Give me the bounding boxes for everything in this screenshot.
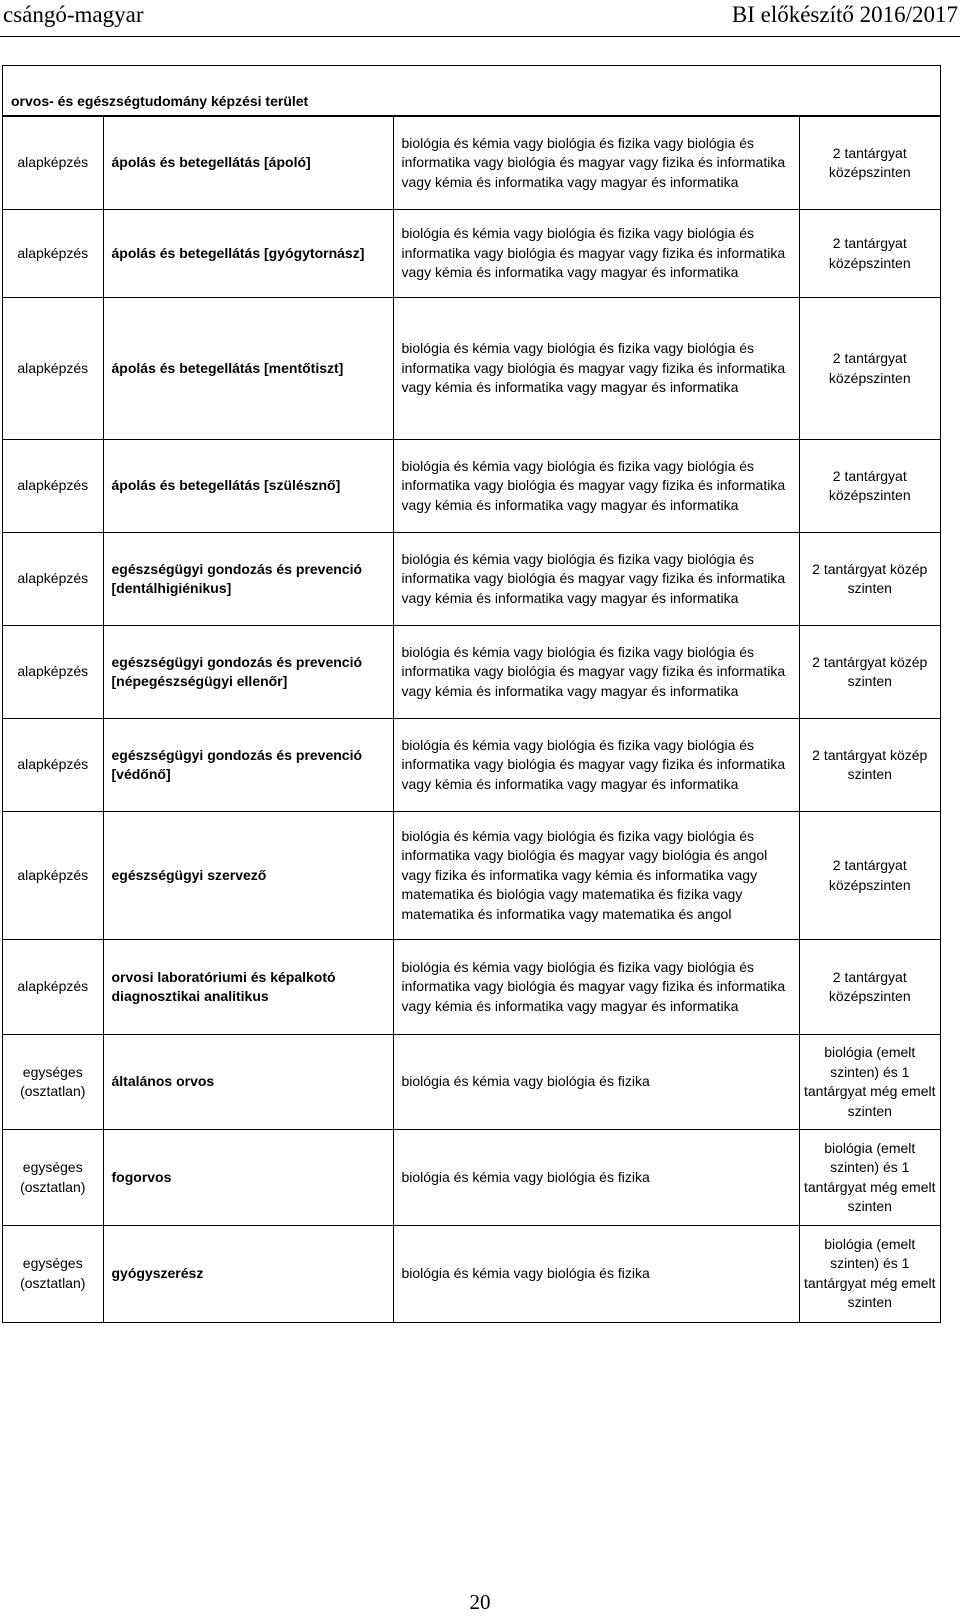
table-row <box>3 533 940 626</box>
exam-level: 2 tantárgyat közép szinten <box>799 626 940 719</box>
exam-level: 2 tantárgyat középszinten <box>799 440 940 533</box>
training-type: alapképzés <box>3 117 103 210</box>
exam-level: 2 tantárgyat középszinten <box>799 210 940 298</box>
program-name: egészségügyi szervező <box>103 812 393 940</box>
exam-level: 2 tantárgyat középszinten <box>799 940 940 1035</box>
required-subjects: biológia és kémia vagy biológia és fizika vagy biológia és informatika vagy biológia és magyar vagy fizika és informatika vagy kémia és informatika vagy magyar és informatika <box>393 940 799 1035</box>
program-name: egészségügyi gondozás és prevenció [védőnő] <box>103 719 393 812</box>
required-subjects: biológia és kémia vagy biológia és fizika vagy biológia és informatika vagy biológia és magyar vagy fizika és informatika vagy kémia és informatika vagy magyar és informatika <box>393 440 799 533</box>
exam-level: biológia (emelt szinten) és 1 tantárgyat még emelt szinten <box>799 1130 940 1226</box>
admission-table <box>2 65 941 1323</box>
exam-level: 2 tantárgyat közép szinten <box>799 533 940 626</box>
exam-level: 2 tantárgyat középszinten <box>799 812 940 940</box>
required-subjects: biológia és kémia vagy biológia és fizika vagy biológia és informatika vagy biológia és magyar vagy fizika és informatika vagy kémia és informatika vagy magyar és informatika <box>393 533 799 626</box>
training-type: egységes (osztatlan) <box>3 1226 103 1322</box>
table-row <box>3 298 940 440</box>
table-row <box>3 1226 940 1322</box>
program-name: ápolás és betegellátás [szülésznő] <box>103 440 393 533</box>
required-subjects: biológia és kémia vagy biológia és fizika <box>393 1130 799 1226</box>
table-row <box>3 940 940 1035</box>
required-subjects: biológia és kémia vagy biológia és fizika vagy biológia és informatika vagy biológia és magyar vagy fizika és informatika vagy kémia és informatika vagy magyar és informatika <box>393 626 799 719</box>
exam-level: biológia (emelt szinten) és 1 tantárgyat még emelt szinten <box>799 1035 940 1130</box>
program-name: orvosi laboratóriumi és képalkotó diagnosztikai analitikus <box>103 940 393 1035</box>
table-row <box>3 1130 940 1226</box>
training-type: alapképzés <box>3 719 103 812</box>
training-type: alapképzés <box>3 440 103 533</box>
table-row <box>3 117 940 210</box>
required-subjects: biológia és kémia vagy biológia és fizika <box>393 1226 799 1322</box>
required-subjects: biológia és kémia vagy biológia és fizika vagy biológia és informatika vagy biológia és magyar vagy fizika és informatika vagy kémia és informatika vagy magyar és informatika <box>393 117 799 210</box>
training-type: alapképzés <box>3 626 103 719</box>
header-left-text: csángó-magyar <box>3 2 144 27</box>
header-right-text: BI előkészítő 2016/2017 <box>731 2 958 27</box>
program-name: egészségügyi gondozás és prevenció [dentálhigiénikus] <box>103 533 393 626</box>
exam-level: biológia (emelt szinten) és 1 tantárgyat még emelt szinten <box>799 1226 940 1322</box>
required-subjects: biológia és kémia vagy biológia és fizika vagy biológia és informatika vagy biológia és magyar vagy fizika és informatika vagy kémia és informatika vagy magyar és informatika <box>393 210 799 298</box>
exam-level: 2 tantárgyat középszinten <box>799 298 940 440</box>
program-name: ápolás és betegellátás [mentőtiszt] <box>103 298 393 440</box>
required-subjects: biológia és kémia vagy biológia és fizika vagy biológia és informatika vagy biológia és magyar vagy fizika és informatika vagy kémia és informatika vagy magyar és informatika <box>393 298 799 440</box>
required-subjects: biológia és kémia vagy biológia és fizika vagy biológia és informatika vagy biológia és magyar vagy biológia és angol vagy fizika és informatika vagy kémia és informatika vagy matematika és biológia vagy matematika és fizika vagy matematika és informatika vagy matematika és angol <box>393 812 799 940</box>
program-name: egészségügyi gondozás és prevenció [népegészségügyi ellenőr] <box>103 626 393 719</box>
program-name: fogorvos <box>103 1130 393 1226</box>
table-row <box>3 719 940 812</box>
required-subjects: biológia és kémia vagy biológia és fizika <box>393 1035 799 1130</box>
program-name: gyógyszerész <box>103 1226 393 1322</box>
table-row <box>3 1035 940 1130</box>
training-type: egységes (osztatlan) <box>3 1130 103 1226</box>
training-type: alapképzés <box>3 812 103 940</box>
exam-level: 2 tantárgyat középszinten <box>799 117 940 210</box>
table-row <box>3 812 940 940</box>
table-row <box>3 440 940 533</box>
header-rule <box>0 36 960 37</box>
program-name: ápolás és betegellátás [ápoló] <box>103 117 393 210</box>
program-name: ápolás és betegellátás [gyógytornász] <box>103 210 393 298</box>
training-type: alapképzés <box>3 940 103 1035</box>
page-number: 20 <box>469 1590 491 1614</box>
training-type: alapképzés <box>3 210 103 298</box>
page-header <box>0 0 960 32</box>
table-row <box>3 210 940 298</box>
section-title: orvos- és egészségtudomány képzési terület <box>3 66 940 116</box>
exam-level: 2 tantárgyat közép szinten <box>799 719 940 812</box>
program-name: általános orvos <box>103 1035 393 1130</box>
program-table <box>3 116 940 1322</box>
training-type: egységes (osztatlan) <box>3 1035 103 1130</box>
required-subjects: biológia és kémia vagy biológia és fizika vagy biológia és informatika vagy biológia és magyar vagy fizika és informatika vagy kémia és informatika vagy magyar és informatika <box>393 719 799 812</box>
training-type: alapképzés <box>3 298 103 440</box>
training-type: alapképzés <box>3 533 103 626</box>
table-row <box>3 626 940 719</box>
